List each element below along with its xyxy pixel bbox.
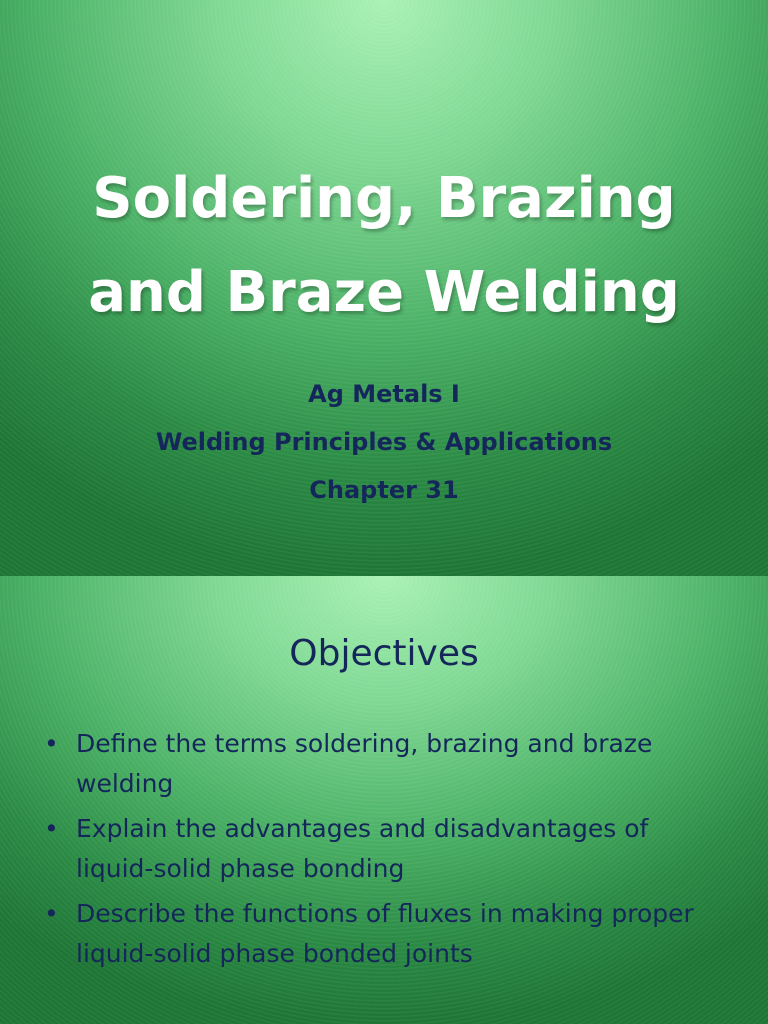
title-line-1: Soldering, Brazing (92, 166, 676, 231)
slide-title-heading (0, 152, 768, 340)
list-item (42, 724, 722, 804)
bullet-text: Describe the functions of fluxes in making proper liquid-solid phase bonded joints (76, 899, 694, 968)
subtitle-book: Welding Principles & Applications (155, 428, 613, 456)
subtitle-chapter: Chapter 31 (309, 476, 459, 504)
bullet-text: Define the terms soldering, brazing and braze welding (76, 729, 653, 798)
slide-objectives (0, 576, 768, 1024)
objectives-list (42, 724, 722, 979)
bullet-icon: • (44, 814, 59, 843)
objectives-heading: Objectives (289, 633, 479, 674)
list-item (42, 894, 722, 974)
title-line-2: and Braze Welding (88, 260, 680, 325)
subtitle-course: Ag Metals I (308, 380, 460, 408)
slide-subtitle (0, 370, 768, 514)
bullet-text: Explain the advantages and disadvantages of liquid-solid phase bonding (76, 814, 649, 883)
list-item (42, 809, 722, 889)
bullet-icon: • (44, 899, 59, 928)
bullet-icon: • (44, 729, 59, 758)
